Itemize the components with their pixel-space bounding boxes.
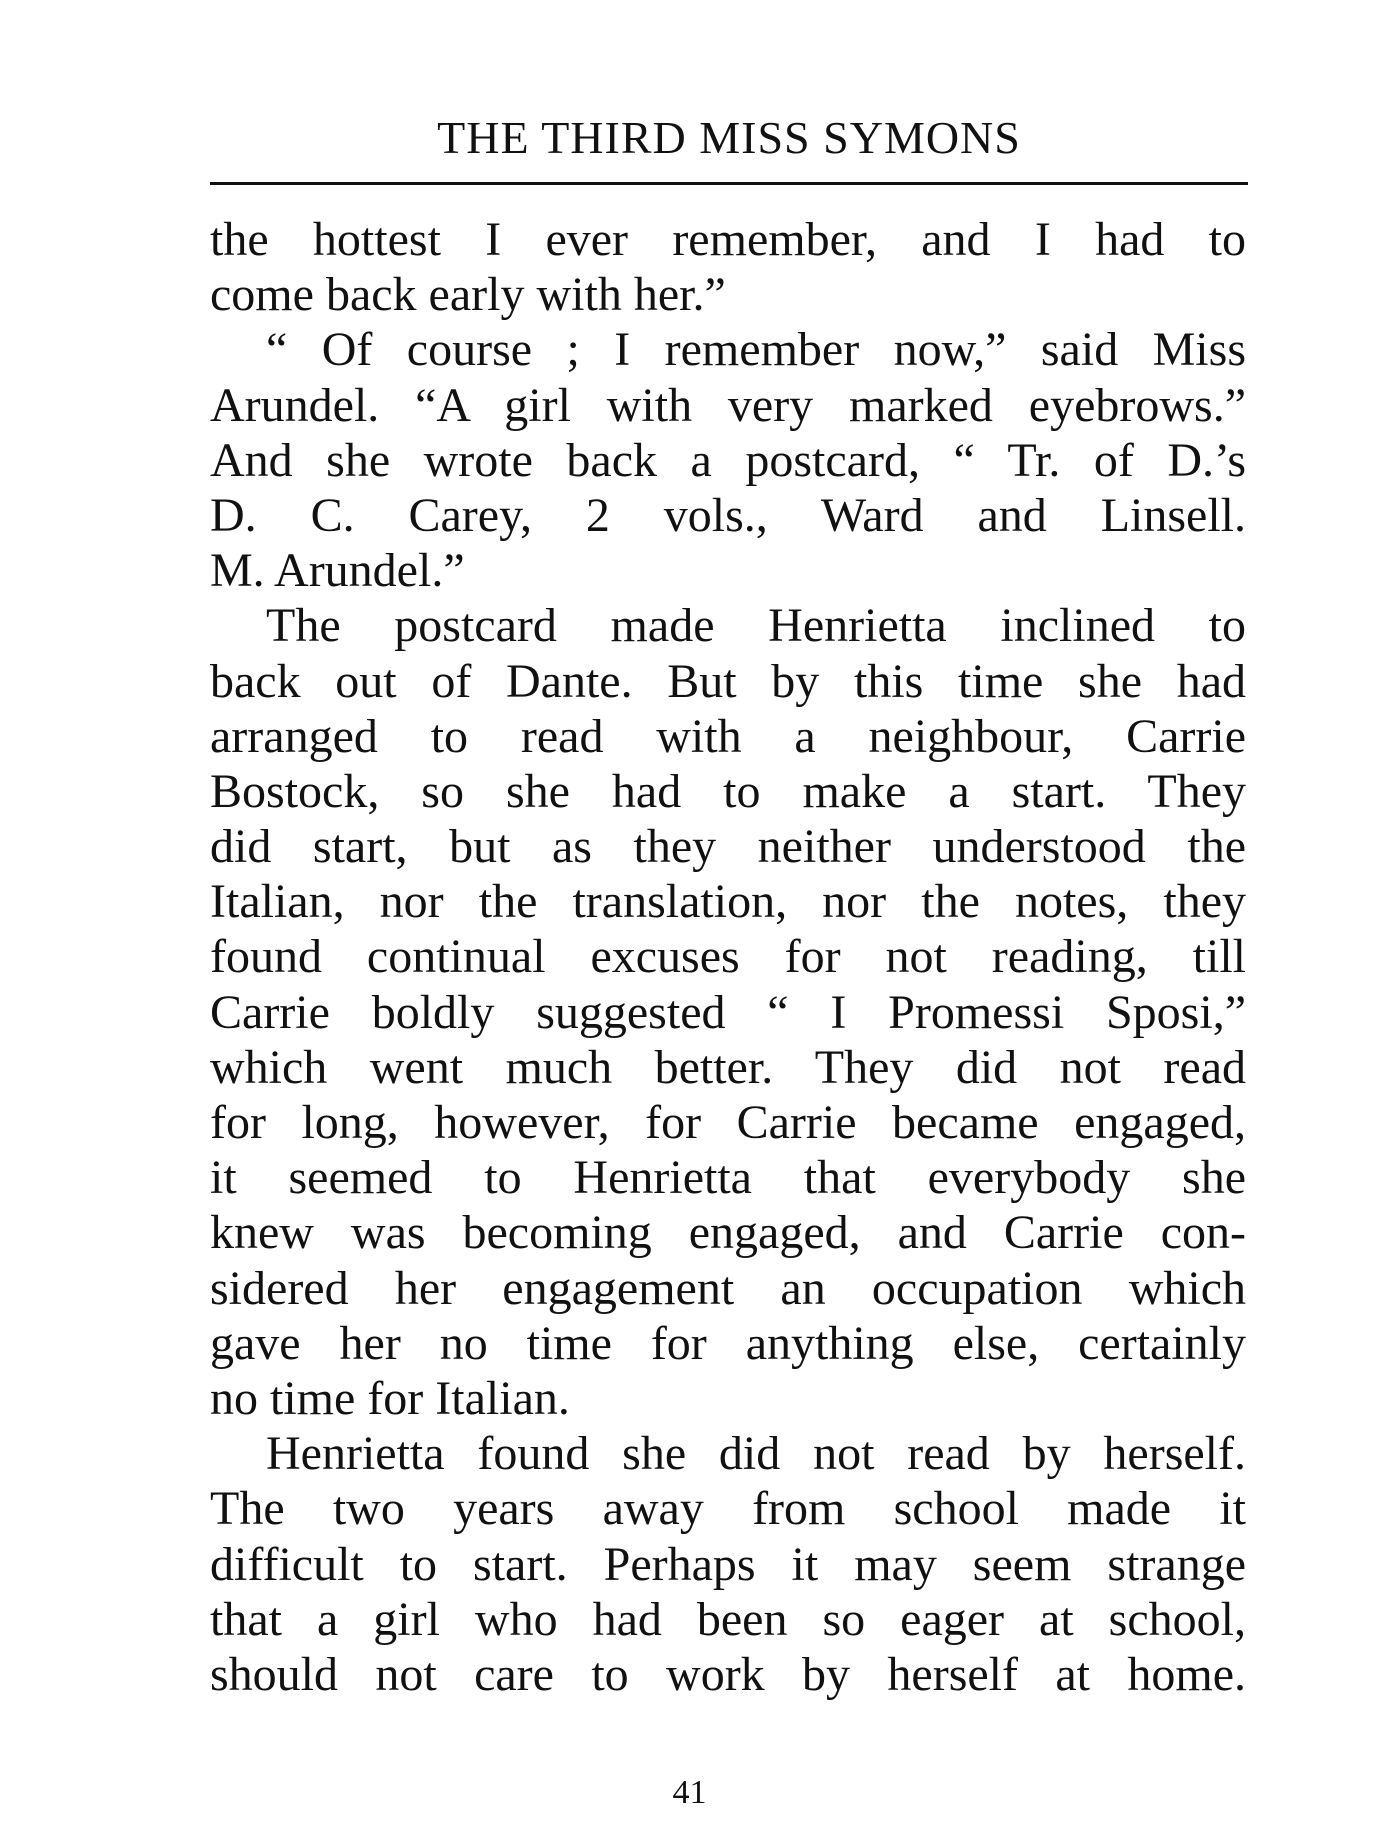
text-line: back out of Dante. But by this time she had: [210, 654, 1246, 708]
text-line: should not care to work by herself at home.: [210, 1647, 1246, 1701]
text-line: did start, but as they neither understood the: [210, 820, 1246, 874]
text-line: sidered her engagement an occupation which: [210, 1261, 1246, 1315]
text-line: “ Of course ; I remember now,” said Miss: [266, 323, 1246, 377]
text-line: it seemed to Henrietta that everybody she: [210, 1151, 1246, 1205]
body-text: [210, 212, 1246, 1702]
text-line: M. Arundel.”: [210, 544, 465, 598]
text-line: difficult to start. Perhaps it may seem strange: [210, 1537, 1246, 1591]
text-line: Henrietta found she did not read by herself.: [266, 1427, 1246, 1481]
text-line: And she wrote back a postcard, “ Tr. of D.’s: [210, 433, 1246, 487]
text-line: arranged to read with a neighbour, Carrie: [210, 709, 1246, 763]
header-rule: [210, 182, 1248, 185]
text-line: that a girl who had been so eager at school,: [210, 1592, 1246, 1646]
text-line: the hottest I ever remember, and I had to: [210, 213, 1246, 266]
text-line: no time for Italian.: [210, 1371, 570, 1425]
text-line: knew was becoming engaged, and Carrie con-: [210, 1206, 1246, 1260]
page-number: 41: [672, 1774, 707, 1811]
text-line: Carrie boldly suggested “ I Promessi Sposi,”: [210, 985, 1246, 1039]
text-line: Italian, nor the translation, nor the notes, they: [210, 875, 1246, 929]
text-line: for long, however, for Carrie became engaged,: [210, 1096, 1246, 1149]
text-line: The postcard made Henrietta inclined to: [266, 599, 1246, 653]
text-line: Bostock, so she had to make a start. They: [210, 764, 1246, 818]
text-line: which went much better. They did not read: [210, 1040, 1246, 1094]
text-line: The two years away from school made it: [210, 1482, 1246, 1536]
text-line: Arundel. “A girl with very marked eyebrows.”: [210, 378, 1246, 432]
text-line: found continual excuses for not reading, till: [210, 930, 1246, 984]
running-head-title: THE THIRD MISS SYMONS: [437, 112, 1021, 163]
text-line: D. C. Carey, 2 vols., Ward and Linsell.: [210, 488, 1246, 542]
text-line: gave her no time for anything else, certainly: [210, 1316, 1246, 1370]
text-line: come back early with her.”: [210, 268, 726, 322]
